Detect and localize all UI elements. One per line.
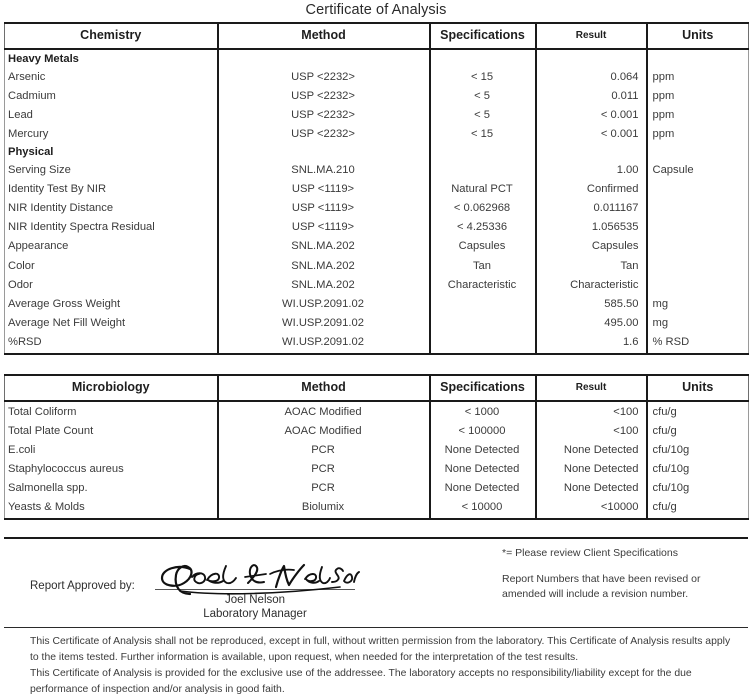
- cell-analyte: E.coli: [5, 440, 218, 459]
- cell-analyte: Salmonella spp.: [5, 478, 218, 497]
- cell-method: USP <1119>: [218, 199, 430, 218]
- cell-specifications: Tan: [430, 256, 536, 275]
- client-specifications-note: *= Please review Client Specifications: [502, 547, 678, 560]
- cell-method: USP <2232>: [218, 105, 430, 124]
- table-row: [5, 105, 749, 124]
- table-row: [5, 67, 749, 86]
- cell-method: SNL.MA.202: [218, 275, 430, 294]
- cell-method: USP <1119>: [218, 218, 430, 237]
- cell-specifications: Characteristic: [430, 275, 536, 294]
- cell-result: 495.00: [536, 313, 647, 332]
- page-title: Certificate of Analysis: [305, 2, 447, 18]
- table-row: [5, 478, 749, 497]
- cell-units: [647, 180, 749, 199]
- table-row: [5, 124, 749, 143]
- cell-method: Biolumix: [218, 497, 430, 519]
- signature-image: [150, 561, 360, 597]
- cell-units: cfu/10g: [647, 459, 749, 478]
- cell-units: [647, 237, 749, 256]
- cell-units: [647, 49, 749, 67]
- chemistry-table-body: [5, 49, 749, 354]
- cell-result: Tan: [536, 256, 647, 275]
- table-section-row: [5, 143, 749, 160]
- column-header-result: Result: [536, 375, 647, 401]
- cell-specifications: < 10000: [430, 497, 536, 519]
- table-row: [5, 218, 749, 237]
- cell-units: cfu/10g: [647, 440, 749, 459]
- cell-analyte: Yeasts & Molds: [5, 497, 218, 519]
- cell-result: Characteristic: [536, 275, 647, 294]
- cell-units: cfu/10g: [647, 478, 749, 497]
- cell-units: [647, 275, 749, 294]
- cell-result: < 0.001: [536, 124, 647, 143]
- table-row: [5, 294, 749, 313]
- cell-specifications: < 5: [430, 86, 536, 105]
- footer-notes: [502, 547, 742, 602]
- cell-method: PCR: [218, 440, 430, 459]
- cell-units: [647, 143, 749, 160]
- cell-analyte: Lead: [5, 105, 218, 124]
- cell-method: USP <2232>: [218, 124, 430, 143]
- cell-method: [218, 49, 430, 67]
- cell-units: mg: [647, 313, 749, 332]
- cell-units: ppm: [647, 67, 749, 86]
- cell-method: AOAC Modified: [218, 401, 430, 421]
- cell-specifications: None Detected: [430, 440, 536, 459]
- cell-specifications: None Detected: [430, 478, 536, 497]
- report-approved-by-label: Report Approved by:: [30, 580, 135, 593]
- table-row: [5, 401, 749, 421]
- cell-specifications: < 0.062968: [430, 199, 536, 218]
- cell-method: USP <2232>: [218, 86, 430, 105]
- cell-result: Capsules: [536, 237, 647, 256]
- column-header-specifications: Specifications: [430, 23, 536, 49]
- disclaimer-text: [4, 628, 748, 697]
- cell-analyte: Average Gross Weight: [5, 294, 218, 313]
- cell-result: 1.6: [536, 332, 647, 354]
- cell-method: USP <1119>: [218, 180, 430, 199]
- cell-result: None Detected: [536, 478, 647, 497]
- cell-units: % RSD: [647, 332, 749, 354]
- table-row: [5, 180, 749, 199]
- chemistry-table-header: [5, 23, 749, 49]
- cell-analyte: Total Plate Count: [5, 421, 218, 440]
- cell-analyte: Odor: [5, 275, 218, 294]
- column-header-method: Method: [218, 23, 430, 49]
- cell-result: 0.064: [536, 67, 647, 86]
- cell-specifications: < 15: [430, 124, 536, 143]
- signature-block: [150, 561, 360, 622]
- cell-method: SNL.MA.202: [218, 237, 430, 256]
- cell-units: ppm: [647, 124, 749, 143]
- column-header-microbiology: Microbiology: [5, 375, 218, 401]
- microbiology-table-body: [5, 401, 749, 519]
- cell-specifications: None Detected: [430, 459, 536, 478]
- cell-result: 585.50: [536, 294, 647, 313]
- cell-analyte: Mercury: [5, 124, 218, 143]
- cell-analyte: %RSD: [5, 332, 218, 354]
- microbiology-table: [4, 374, 749, 520]
- table-section-row: [5, 49, 749, 67]
- cell-result: 1.056535: [536, 218, 647, 237]
- cell-analyte: Identity Test By NIR: [5, 180, 218, 199]
- cell-result: 0.011167: [536, 199, 647, 218]
- table-row: [5, 459, 749, 478]
- cell-specifications: [430, 332, 536, 354]
- cell-specifications: < 100000: [430, 421, 536, 440]
- cell-result: 0.011: [536, 86, 647, 105]
- cell-specifications: [430, 313, 536, 332]
- cell-method: SNL.MA.202: [218, 256, 430, 275]
- chemistry-table: [4, 22, 749, 355]
- cell-method: PCR: [218, 478, 430, 497]
- cell-specifications: [430, 294, 536, 313]
- cell-method: SNL.MA.210: [218, 161, 430, 180]
- cell-analyte: Staphylococcus aureus: [5, 459, 218, 478]
- cell-units: [647, 256, 749, 275]
- cell-units: [647, 218, 749, 237]
- cell-analyte: Physical: [5, 143, 218, 160]
- footer-spacer: [4, 520, 748, 537]
- signer-name: Joel Nelson: [224, 594, 286, 607]
- table-row: [5, 497, 749, 519]
- column-header-specifications: Specifications: [430, 375, 536, 401]
- table-header-row: [5, 375, 749, 401]
- cell-units: ppm: [647, 86, 749, 105]
- cell-specifications: < 4.25336: [430, 218, 536, 237]
- cell-analyte: Appearance: [5, 237, 218, 256]
- cell-result: None Detected: [536, 459, 647, 478]
- table-row: [5, 161, 749, 180]
- table-header-row: [5, 23, 749, 49]
- column-header-units: Units: [647, 375, 749, 401]
- table-row: [5, 256, 749, 275]
- table-row: [5, 421, 749, 440]
- cell-result: Confirmed: [536, 180, 647, 199]
- column-header-result: Result: [536, 23, 647, 49]
- cell-result: <100: [536, 401, 647, 421]
- cell-analyte: Heavy Metals: [5, 49, 218, 67]
- cell-specifications: Capsules: [430, 237, 536, 256]
- cell-analyte: Total Coliform: [5, 401, 218, 421]
- cell-result: None Detected: [536, 440, 647, 459]
- table-spacer: [4, 355, 748, 374]
- cell-result: 1.00: [536, 161, 647, 180]
- cell-units: Capsule: [647, 161, 749, 180]
- cell-specifications: Natural PCT: [430, 180, 536, 199]
- column-header-units: Units: [647, 23, 749, 49]
- cell-units: mg: [647, 294, 749, 313]
- cell-analyte: Cadmium: [5, 86, 218, 105]
- table-row: [5, 237, 749, 256]
- cell-analyte: Color: [5, 256, 218, 275]
- revision-note: Report Numbers that have been revised or amended will include a revision number.: [502, 572, 701, 600]
- table-row: [5, 332, 749, 354]
- cell-result: < 0.001: [536, 105, 647, 124]
- microbiology-table-header: [5, 375, 749, 401]
- cell-analyte: Average Net Fill Weight: [5, 313, 218, 332]
- cell-analyte: Arsenic: [5, 67, 218, 86]
- cell-specifications: [430, 143, 536, 160]
- disclaimer-paragraph-1: This Certificate of Analysis shall not be reproduced, except in full, without written permission from the laboratory. This Certificate of Analysis results apply to the items tested. Further information is available, upon request, when needed for the interpretation of the test results.: [30, 636, 731, 663]
- table-row: [5, 275, 749, 294]
- cell-method: PCR: [218, 459, 430, 478]
- signer-role: Laboratory Manager: [203, 608, 307, 621]
- cell-analyte: Serving Size: [5, 161, 218, 180]
- cell-method: [218, 143, 430, 160]
- cell-method: WI.USP.2091.02: [218, 294, 430, 313]
- cell-result: [536, 49, 647, 67]
- cell-method: WI.USP.2091.02: [218, 313, 430, 332]
- table-row: [5, 199, 749, 218]
- cell-method: AOAC Modified: [218, 421, 430, 440]
- cell-specifications: [430, 161, 536, 180]
- cell-specifications: < 5: [430, 105, 536, 124]
- cell-units: cfu/g: [647, 421, 749, 440]
- cell-units: [647, 199, 749, 218]
- cell-units: cfu/g: [647, 401, 749, 421]
- cell-specifications: < 1000: [430, 401, 536, 421]
- column-header-chemistry: Chemistry: [5, 23, 218, 49]
- disclaimer-paragraph-2: This Certificate of Analysis is provided for the exclusive use of the addressee. The laboratory accepts no responsibility/liability except for the due performance of inspection and/or analysis in good faith.: [30, 667, 692, 695]
- cell-method: USP <2232>: [218, 67, 430, 86]
- cell-method: WI.USP.2091.02: [218, 332, 430, 354]
- cell-specifications: [430, 49, 536, 67]
- table-row: [5, 440, 749, 459]
- cell-result: <100: [536, 421, 647, 440]
- cell-units: ppm: [647, 105, 749, 124]
- table-row: [5, 313, 749, 332]
- approval-section: [4, 539, 748, 627]
- cell-analyte: NIR Identity Distance: [5, 199, 218, 218]
- cell-analyte: NIR Identity Spectra Residual: [5, 218, 218, 237]
- column-header-method: Method: [218, 375, 430, 401]
- cell-result: <10000: [536, 497, 647, 519]
- cell-result: [536, 143, 647, 160]
- table-row: [5, 86, 749, 105]
- cell-specifications: < 15: [430, 67, 536, 86]
- cell-units: cfu/g: [647, 497, 749, 519]
